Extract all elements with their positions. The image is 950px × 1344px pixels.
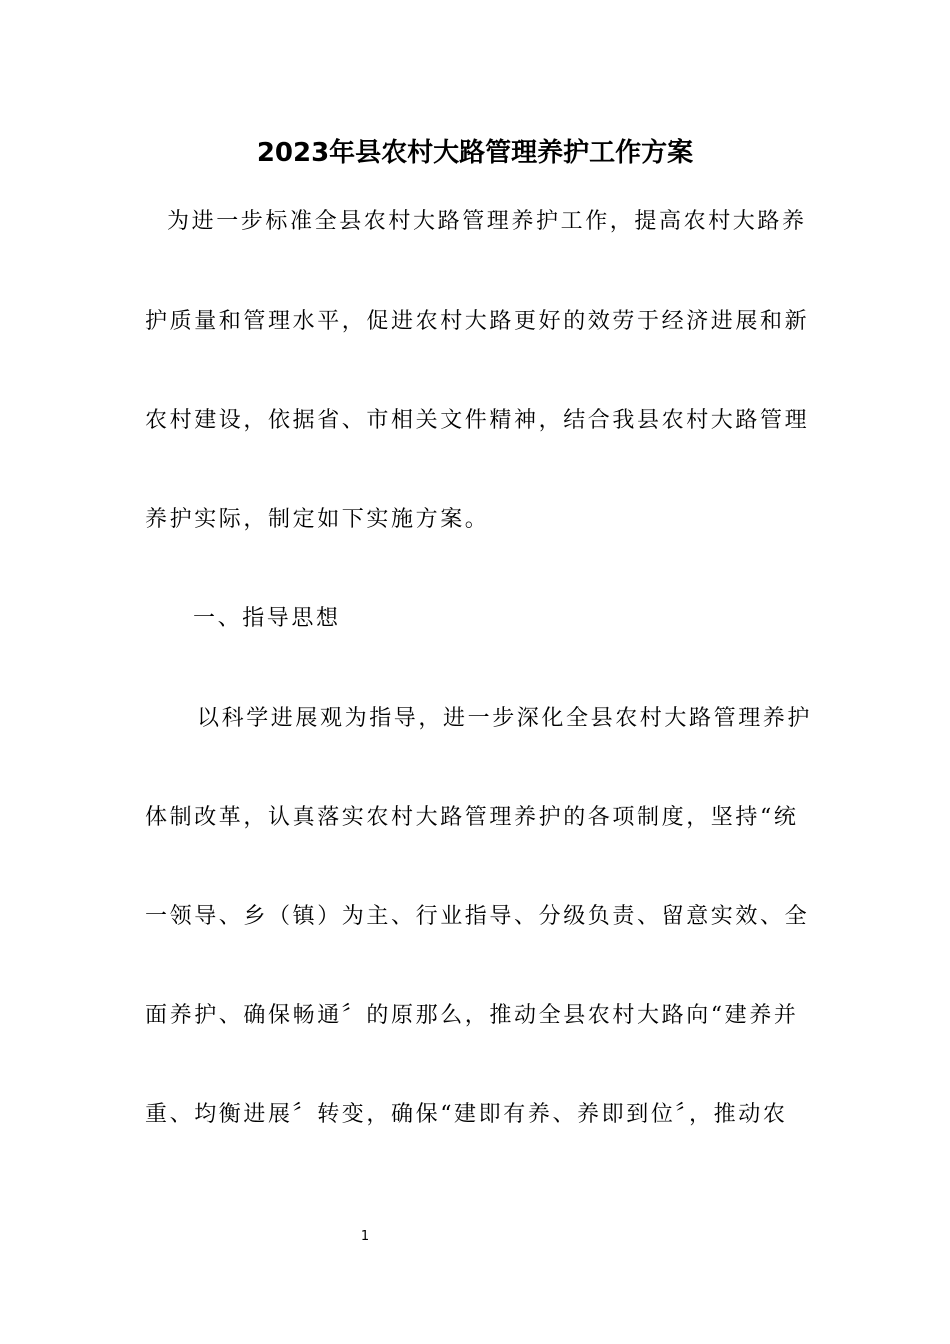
page-number: 1 (360, 1229, 370, 1244)
document-title: 2023年县农村大路管理养护工作方案 (256, 138, 694, 168)
paragraph-line: 一领导、乡（镇）为主、行业指导、分级负责、留意实效、全 (145, 904, 810, 929)
paragraph-line: 为进一步标准全县农村大路管理养护工作，提高农村大路养 (167, 209, 807, 234)
paragraph-line: 养护实际，制定如下实施方案。 (145, 507, 490, 532)
paragraph-line: 以科学进展观为指导，进一步深化全县农村大路管理养护 (197, 706, 813, 731)
paragraph-line: 农村建设，依据省、市相关文件精神，结合我县农村大路管理 (145, 408, 810, 433)
paragraph-line: 护质量和管理水平，促进农村大路更好的效劳于经济进展和新 (145, 309, 810, 334)
paragraph-line: 面养护、确保畅通〞的原那么，推动全县农村大路向“建养并 (145, 1003, 799, 1028)
section-heading: 一、指导思想 (193, 606, 341, 631)
paragraph-line: 重、均衡进展〞转变，确保“建即有养、养即到位〞，推动农 (145, 1102, 788, 1127)
paragraph-line: 体制改革，认真落实农村大路管理养护的各项制度，坚持“统 (145, 805, 799, 830)
